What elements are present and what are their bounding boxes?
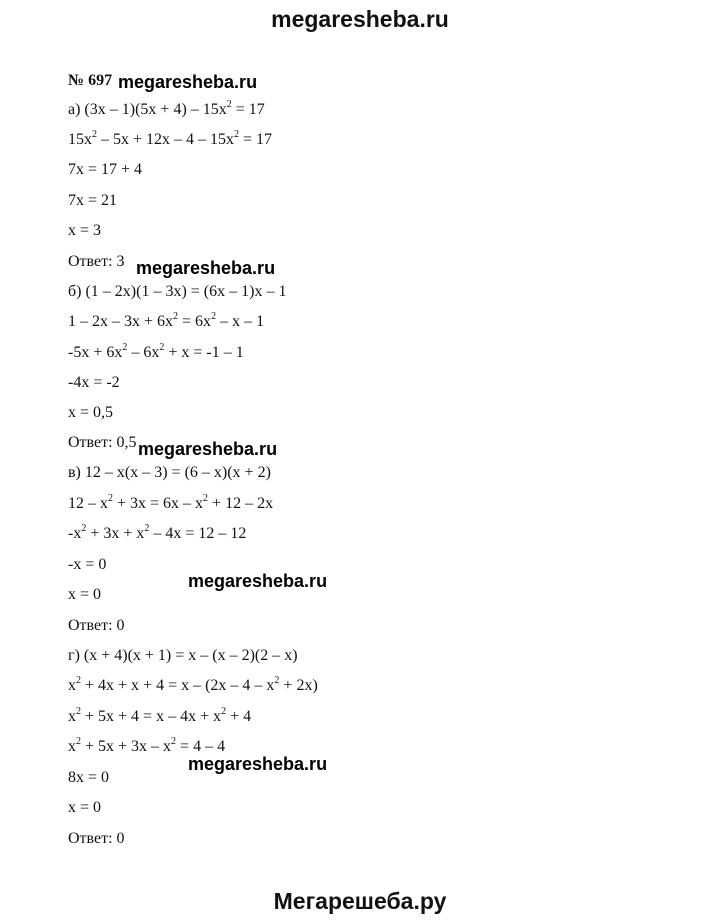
watermark: megaresheba.ru (188, 754, 328, 774)
solution-line: а) $(3x - 1)(5x + 4) - 15x^2 = 17$ (68, 99, 265, 118)
watermark: megaresheba.ru (188, 571, 328, 591)
solution-line: $x^2 + 5x + 4 = x - 4x + x^2 + 4$ (68, 706, 252, 725)
solution-line: б) (1 – 2x)(1 – 3x) = (6x – 1)x – 1 (68, 283, 287, 300)
solution-line: 8x = 0 (68, 769, 110, 786)
solution-line: $x^2 + 5x + 3x - x^2 = 4 - 4$ (68, 736, 226, 755)
solution-line: -4x = -2 (68, 374, 120, 391)
answer-line: Ответ: 0 (68, 830, 125, 847)
site-footer: Мегарешеба.ру (273, 888, 447, 914)
solution-line: $1 - 2x - 3x + 6x^2 = 6x^2 - x - 1$ (68, 311, 265, 330)
solution-line: г) (x + 4)(x + 1) = x – (x – 2)(2 – x) (68, 647, 298, 664)
solution-line: -x = 0 (68, 556, 107, 573)
watermark: megaresheba.ru (138, 439, 278, 459)
watermark: megaresheba.ru (118, 72, 258, 92)
site-header: megaresheba.ru (271, 6, 449, 32)
solution-line: x = 3 (68, 222, 102, 239)
watermark: megaresheba.ru (136, 258, 276, 278)
problem-number: № 697 (68, 72, 113, 89)
solution-line: $x^2 + 4x + x + 4 = x - (2x - 4 - x^2 + 2x)$ (68, 675, 318, 694)
solution-line: x = 0 (68, 586, 102, 603)
solution-line: $-5x + 6x^2 - 6x^2 + x = -1 - 1$ (68, 342, 244, 361)
solution-line: $-x^2 + 3x + x^2 - 4x = 12 - 12$ (68, 523, 247, 542)
answer-line: Ответ: 0 (68, 617, 125, 634)
solution-line: x = 0,5 (68, 404, 114, 421)
solution-line: $15x^2 - 5x + 12x - 4 - 15x^2 = 17$ (68, 129, 273, 148)
solution-line: x = 0 (68, 799, 102, 816)
solution-line: $12 - x^2 + 3x = 6x - x^2 + 12 - 2x$ (68, 493, 274, 512)
solution-line: в) 12 – x(x – 3) = (6 – x)(x + 2) (68, 464, 271, 481)
answer-line: Ответ: 0,5 (68, 434, 137, 451)
solution-line: 7x = 21 (68, 192, 118, 209)
solution-line: 7x = 17 + 4 (68, 161, 143, 178)
answer-line: Ответ: 3 (68, 253, 125, 270)
